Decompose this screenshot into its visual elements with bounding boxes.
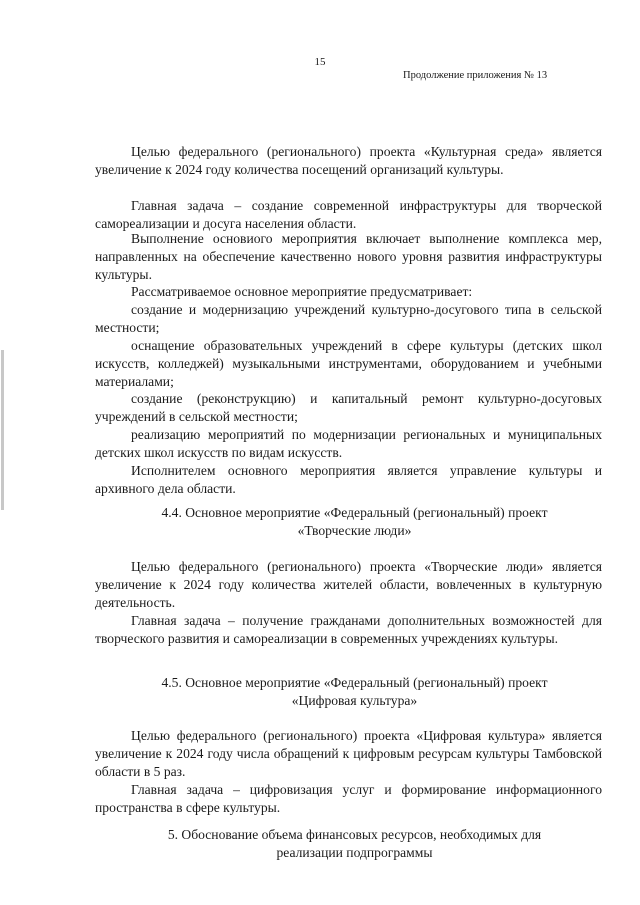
list-item-reconstruction: создание (реконструкцию) и капитальный ремонт культурно-досуговых учреждений в сельской местности;	[95, 391, 602, 424]
paragraph-creative-main-task: Главная задача – получение гражданами дополнительных возможностей для творческого развития и самореализации в современных учреждениях культуры.	[95, 613, 602, 646]
list-item-modernization: реализацию мероприятий по модернизации региональных и муниципальных детских школ искусств по видам искусств.	[95, 427, 602, 460]
appendix-continuation-note: Продолжение приложения № 13	[403, 70, 548, 81]
paragraph-activity-includes: Рассматриваемое основное мероприятие предусматривает:	[131, 284, 473, 299]
section-heading-5	[95, 826, 602, 862]
binding-margin-mark	[1, 350, 4, 510]
list-item-equipment: оснащение образовательных учреждений в сфере культуры (детских школ искусств, колледжей) музыкальными инструментами, оборудованием и учебными материалами;	[95, 338, 602, 389]
section-heading-4-5-line1: 4.5. Основное мероприятие «Федеральный (региональный) проект	[161, 675, 548, 690]
section-heading-4-4	[95, 504, 602, 540]
paragraph-main-task: Главная задача – создание современной инфраструктуры для творческой самореализации и досуга населения области.	[95, 198, 602, 231]
paragraph-executor: Исполнителем основного мероприятия является управление культуры и архивного дела области.	[95, 463, 602, 496]
section-heading-4-5	[95, 674, 602, 710]
paragraph-digital-main-task: Главная задача – цифровизация услуг и формирование информационного пространства в сфере культуры.	[95, 782, 602, 815]
paragraph-goal-creative-people: Целью федерального (регионального) проекта «Творческие люди» является увеличение к 2024 году количества жителей области, вовлеченных в культурную деятельность.	[95, 559, 602, 610]
paragraph-activity-implementation: Выполнение основиого мероприятия включает выполнение комплекса мер, направленных на обеспечение качественно нового уровня развития инфраструктуры культуры.	[95, 231, 602, 282]
section-heading-4-4-line2: «Творческие люди»	[297, 523, 412, 538]
paragraph-goal-culture-environment: Целью федерального (регионального) проекта «Культурная среда» является увеличение к 2024 году количества посещений организаций культуры.	[95, 144, 602, 177]
list-item-rural-institutions: создание и модернизацию учреждений культурно-досугового типа в сельской местности;	[95, 302, 602, 335]
section-heading-4-4-line1: 4.4. Основное мероприятие «Федеральный (региональный) проект	[161, 505, 548, 520]
section-heading-5-line2: реализации подпрограммы	[276, 845, 433, 860]
section-heading-4-5-line2: «Цифровая культура»	[291, 693, 418, 708]
section-heading-5-line1: 5. Обоснование объема финансовых ресурсов, необходимых для	[167, 827, 542, 842]
page-number: 15	[314, 56, 326, 68]
paragraph-goal-digital-culture: Целью федерального (регионального) проекта «Цифровая культура» является увеличение к 2024 году числа обращений к цифровым ресурсам культуры Тамбовской области в 5 раз.	[95, 728, 602, 779]
